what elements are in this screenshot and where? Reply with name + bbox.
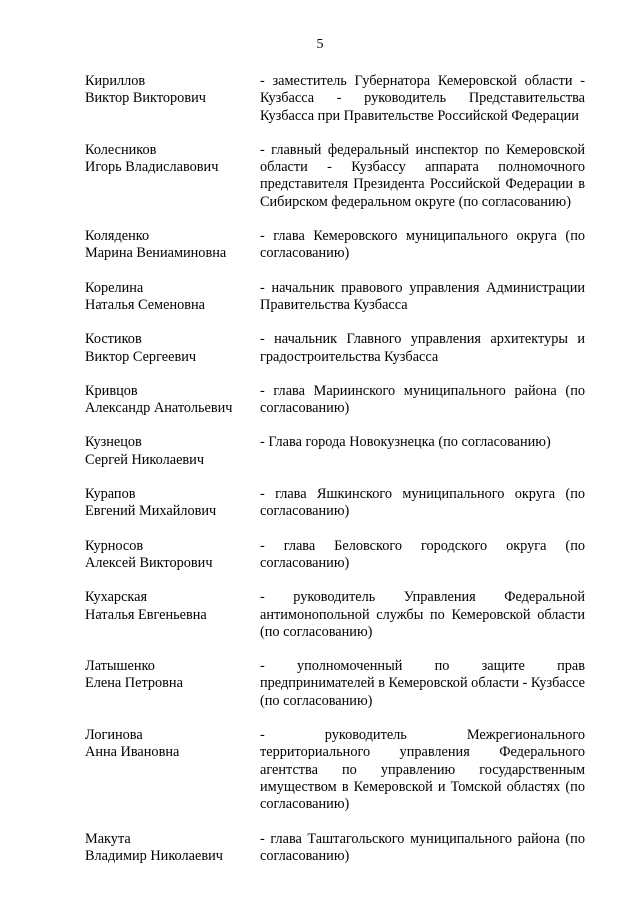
given-names: Сергей Николаевич bbox=[85, 451, 205, 468]
list-item bbox=[85, 727, 585, 813]
given-names: Евгений Михайлович bbox=[85, 503, 217, 520]
person-name bbox=[85, 831, 260, 866]
person-name bbox=[85, 142, 260, 211]
position-description: - уполномоченный по защите прав предпринимателей в Кемеровской области - Кузбассе (по согласованию) bbox=[260, 658, 585, 709]
person-name bbox=[85, 434, 260, 469]
surname: Кириллов bbox=[85, 73, 146, 89]
person-name bbox=[85, 727, 260, 813]
surname: Макута bbox=[85, 830, 131, 847]
position-description: - глава Кемеровского муниципального округа (по согласованию) bbox=[260, 228, 585, 262]
surname: Коляденко bbox=[85, 228, 150, 245]
person-name bbox=[85, 589, 260, 641]
person-name bbox=[85, 658, 260, 710]
list-item bbox=[85, 538, 585, 573]
given-names: Виктор Викторович bbox=[85, 90, 206, 107]
position-description: - руководитель Управления Федеральной антимонопольной службы по Кемеровской области (по согласованию) bbox=[260, 589, 585, 640]
person-name bbox=[85, 486, 260, 521]
given-names: Александр Анатольевич bbox=[85, 400, 233, 417]
position-description: - начальник Главного управления архитектуры и градостроительства Кузбасса bbox=[260, 331, 585, 365]
surname: Кривцов bbox=[85, 382, 138, 399]
surname: Курапов bbox=[85, 486, 136, 503]
list-item bbox=[85, 228, 585, 263]
list-item bbox=[85, 280, 585, 315]
surname: Курносов bbox=[85, 537, 144, 554]
list-item bbox=[85, 383, 585, 418]
given-names: Владимир Николаевич bbox=[85, 847, 223, 864]
person-name bbox=[85, 538, 260, 573]
given-names: Елена Петровна bbox=[85, 675, 183, 692]
given-names: Наталья Евгеньевна bbox=[85, 606, 207, 623]
position-description: - заместитель Губернатора Кемеровской области - Кузбасса - руководитель Представительства Кузбасса при Правительстве Российской Федерации bbox=[260, 73, 585, 124]
surname: Колесников bbox=[85, 141, 157, 158]
list-item bbox=[85, 486, 585, 521]
position-description: - глава Мариинского муниципального района (по согласованию) bbox=[260, 382, 585, 417]
list-item bbox=[85, 434, 585, 469]
given-names: Алексей Викторович bbox=[85, 554, 213, 571]
surname: Корелина bbox=[85, 279, 144, 296]
position-description: - глава Таштагольского муниципального района (по согласованию) bbox=[260, 830, 585, 864]
page-number: 5 bbox=[316, 37, 324, 52]
list-item bbox=[85, 331, 585, 366]
surname: Логинова bbox=[85, 727, 143, 744]
surname: Кухарская bbox=[85, 589, 148, 606]
position-description: - глава Яшкинского муниципального округа (по согласованию) bbox=[260, 486, 585, 520]
person-name bbox=[85, 280, 260, 315]
person-name bbox=[85, 73, 260, 125]
given-names: Игорь Владиславович bbox=[85, 159, 219, 176]
surname: Костиков bbox=[85, 331, 142, 348]
person-name bbox=[85, 228, 260, 263]
position-description: - руководитель Межрегионального территориального управления Федерального агентства по управлению государственным имуществом в Кемеровской и Томской областях (по согласованию) bbox=[260, 727, 585, 813]
position-description: - главный федеральный инспектор по Кемеровской области - Кузбассу аппарата полномочного представителя Президента Российской Федерации в Сибирском федеральном округе (по согласованию) bbox=[260, 141, 585, 210]
given-names: Марина Вениаминовна bbox=[85, 245, 227, 262]
position-description: - глава Беловского городского округа (по согласованию) bbox=[260, 537, 585, 571]
list-item bbox=[85, 831, 585, 866]
given-names: Виктор Сергеевич bbox=[85, 348, 197, 365]
surname: Кузнецов bbox=[85, 434, 142, 451]
member-list bbox=[85, 73, 585, 882]
list-item bbox=[85, 658, 585, 710]
person-name bbox=[85, 383, 260, 418]
list-item bbox=[85, 142, 585, 211]
list-item bbox=[85, 589, 585, 641]
given-names: Анна Ивановна bbox=[85, 744, 180, 761]
list-item bbox=[85, 73, 585, 125]
surname: Латышенко bbox=[85, 658, 155, 675]
position-description: - начальник правового управления Администрации Правительства Кузбасса bbox=[260, 279, 585, 313]
given-names: Наталья Семеновна bbox=[85, 296, 205, 313]
position-description: - Глава города Новокузнецка (по согласованию) bbox=[260, 434, 551, 451]
person-name bbox=[85, 331, 260, 366]
